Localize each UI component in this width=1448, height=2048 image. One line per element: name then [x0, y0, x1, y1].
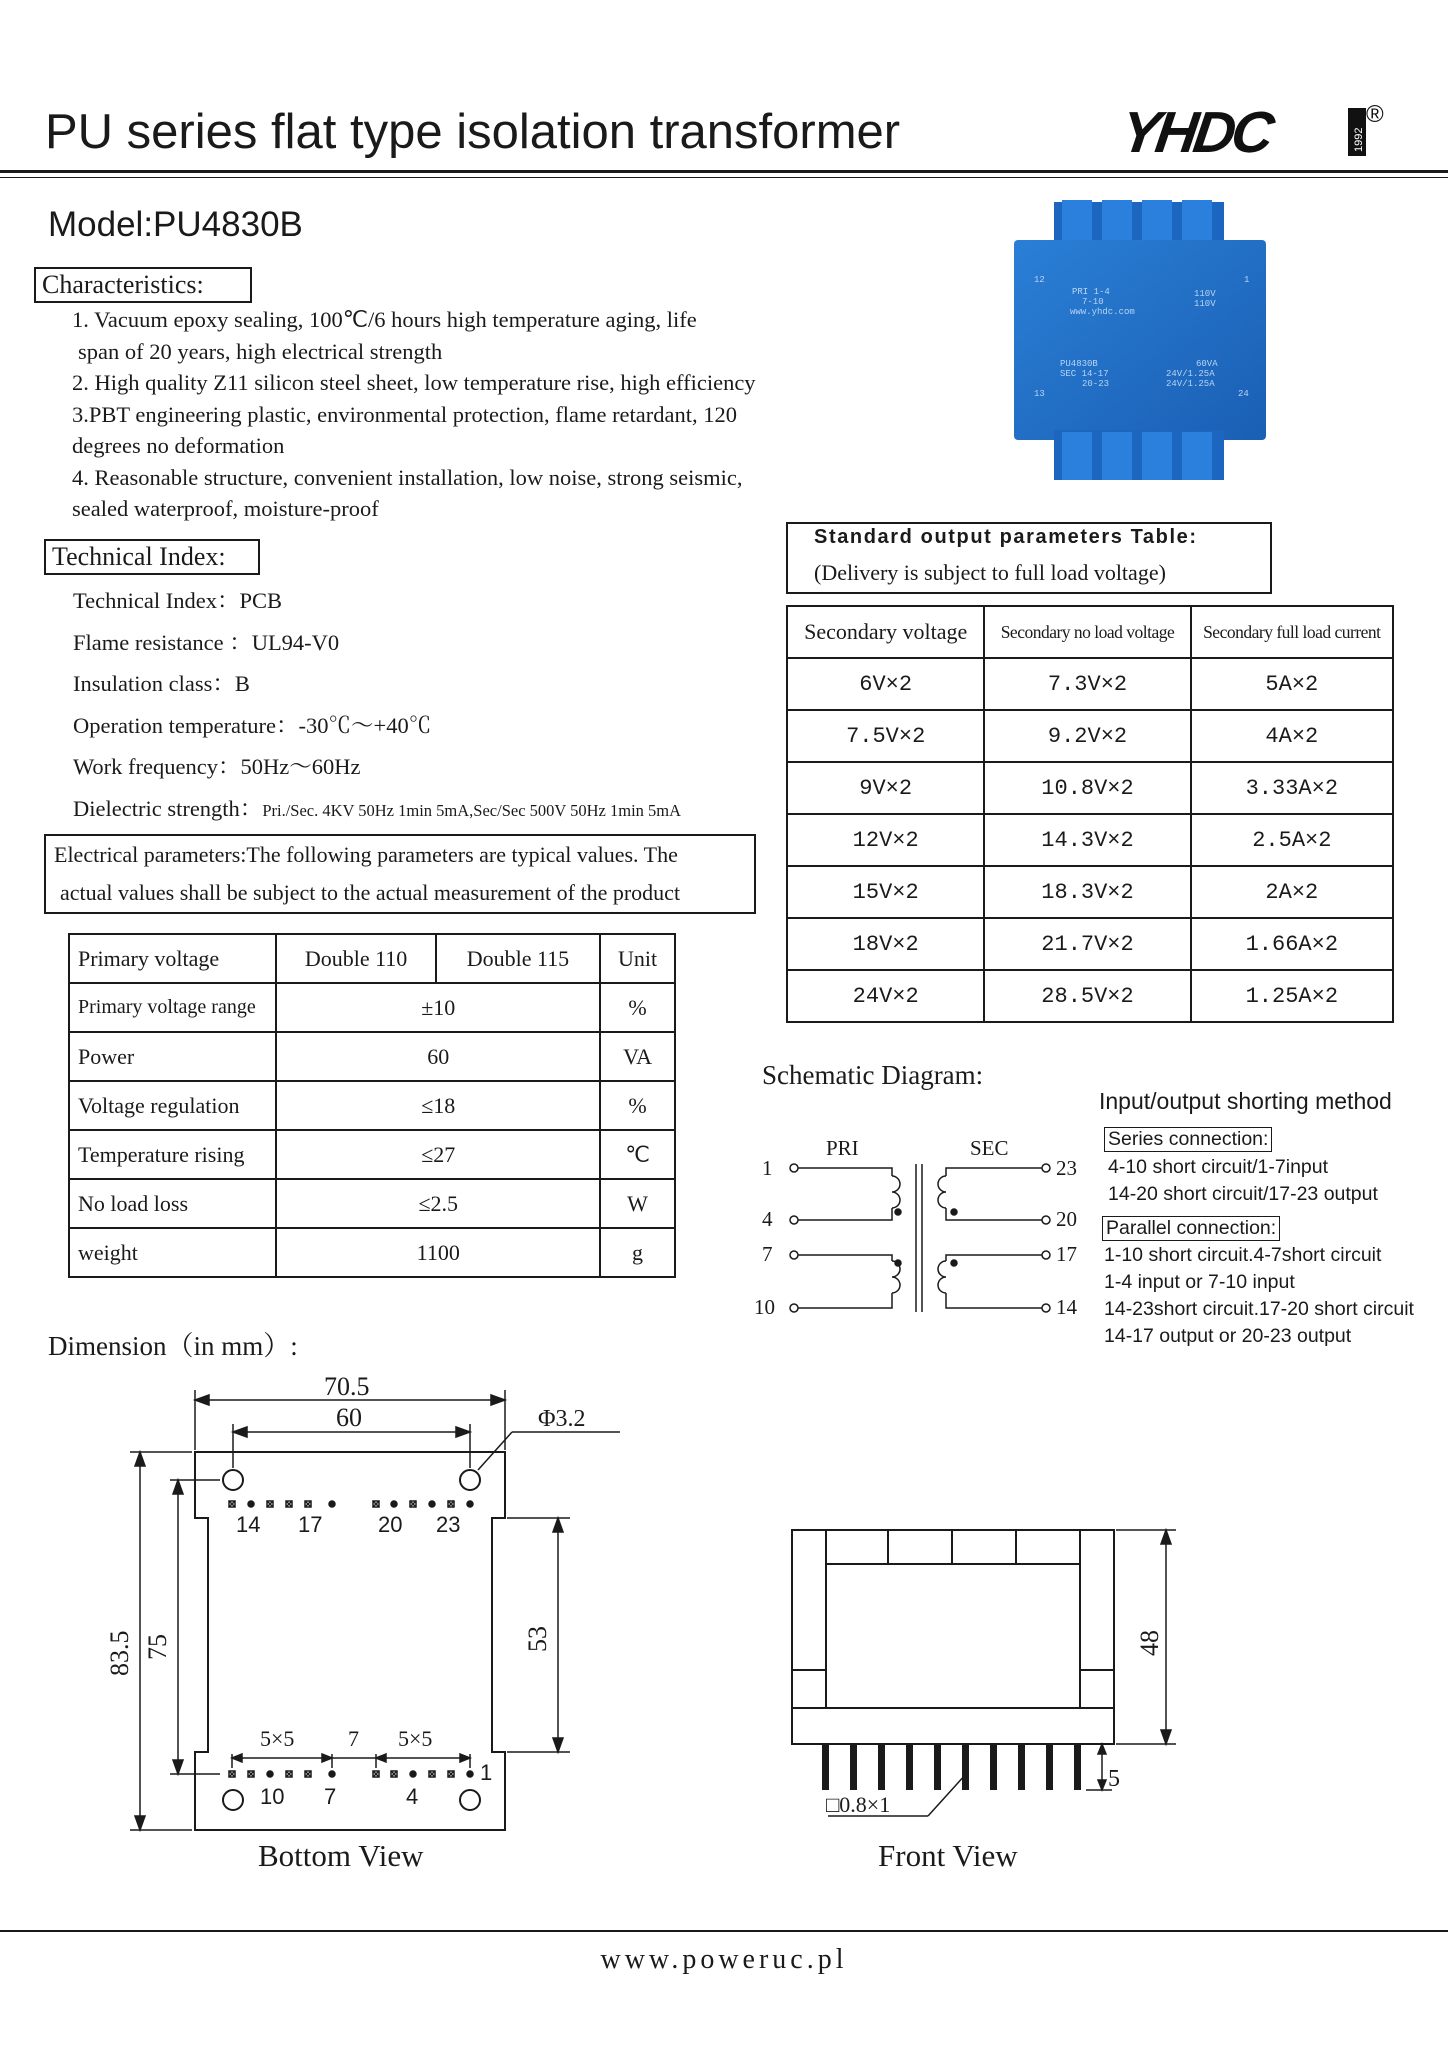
table-cell: W: [600, 1179, 675, 1228]
svg-text:60VA: 60VA: [1196, 359, 1218, 369]
characteristic-line: span of 20 years, high electrical strength: [78, 338, 443, 364]
table-cell: 1.25A×2: [1191, 970, 1393, 1022]
table-row: [69, 1130, 675, 1179]
logo-year: 1992: [1353, 127, 1365, 152]
table-cell: 60: [276, 1032, 600, 1081]
svg-text:60: 60: [336, 1403, 362, 1432]
svg-text:10: 10: [260, 1784, 285, 1809]
table-cell: 1.66A×2: [1191, 918, 1393, 970]
svg-text:1: 1: [480, 1760, 493, 1785]
svg-text:1: 1: [762, 1156, 773, 1180]
schematic-diagram: [748, 1130, 1088, 1330]
table-cell: Primary voltage range: [69, 983, 276, 1032]
table-cell: ±10: [276, 983, 600, 1032]
svg-text:14: 14: [1056, 1295, 1077, 1319]
svg-text:www.yhdc.com: www.yhdc.com: [1070, 307, 1135, 317]
svg-text:110V: 110V: [1194, 289, 1216, 299]
technical-item: Insulation class：B: [73, 671, 250, 697]
svg-text:83.5: 83.5: [105, 1630, 134, 1676]
technical-item: Operation temperature：-30℃～+40℃: [73, 712, 432, 738]
characteristic-line: 3.PBT engineering plastic, environmental protection, flame retardant, 120: [72, 401, 738, 427]
electrical-note-line: actual values shall be subject to the actual measurement of the product: [60, 880, 681, 905]
table-cell: %: [600, 1081, 675, 1130]
table-row: [69, 983, 675, 1032]
table-row: [69, 1032, 675, 1081]
svg-text:110V: 110V: [1194, 299, 1216, 309]
svg-text:7: 7: [762, 1242, 773, 1266]
svg-text:24: 24: [1238, 389, 1249, 399]
table-header-cell: Double 110: [276, 934, 435, 983]
table-cell: ≤27: [276, 1130, 600, 1179]
model-number: Model:PU4830B: [48, 205, 303, 244]
series-connection-label: Series connection:: [1104, 1127, 1272, 1152]
characteristics-heading: Characteristics:: [34, 267, 252, 303]
characteristic-line: degrees no deformation: [72, 433, 285, 458]
table-cell: g: [600, 1228, 675, 1277]
svg-text:PRI 1-4: PRI 1-4: [1072, 287, 1110, 297]
table-header-row: [69, 934, 675, 983]
table-cell: ℃: [600, 1130, 675, 1179]
svg-text:4: 4: [406, 1784, 419, 1809]
table-row: [69, 1081, 675, 1130]
table-header-cell: Secondary voltage: [787, 606, 984, 658]
table-cell: 12V×2: [787, 814, 984, 866]
electrical-note: [44, 834, 756, 914]
table-cell: 21.7V×2: [984, 918, 1190, 970]
svg-text:17: 17: [1056, 1242, 1077, 1266]
table-cell: 7.3V×2: [984, 658, 1190, 710]
table-header-cell: Unit: [600, 934, 675, 983]
schematic-heading: Schematic Diagram:: [762, 1060, 984, 1090]
table-cell: No load loss: [69, 1179, 276, 1228]
table-cell: 2.5A×2: [1191, 814, 1393, 866]
technical-item: Work frequency：50Hz～60Hz: [73, 754, 361, 780]
standard-output-title: Standard output parameters Table:: [814, 526, 1198, 548]
technical-item: Technical Index：PCB: [73, 588, 283, 613]
svg-text:48: 48: [1135, 1630, 1164, 1656]
svg-text:24V/1.25A: 24V/1.25A: [1166, 369, 1215, 379]
svg-text:PU4830B: PU4830B: [1060, 359, 1098, 369]
table-cell: 18.3V×2: [984, 866, 1190, 918]
parallel-line: 1-4 input or 7-10 input: [1104, 1271, 1295, 1293]
table-cell: weight: [69, 1228, 276, 1277]
table-cell: Temperature rising: [69, 1130, 276, 1179]
svg-text:SEC 14-17: SEC 14-17: [1060, 369, 1109, 379]
parallel-line: 14-17 output or 20-23 output: [1104, 1325, 1352, 1347]
table-header-cell: Secondary full load current: [1191, 606, 1393, 658]
table-cell: 5A×2: [1191, 658, 1393, 710]
table-row: [787, 970, 1393, 1022]
svg-text:20: 20: [378, 1512, 403, 1537]
product-image: [1010, 200, 1270, 482]
shorting-heading: Input/output shorting method: [1099, 1088, 1392, 1114]
svg-text:1: 1: [1244, 275, 1250, 285]
svg-text:5×5: 5×5: [398, 1726, 433, 1751]
table-cell: 14.3V×2: [984, 814, 1190, 866]
technical-item: Flame resistance ：UL94-V0: [73, 629, 340, 655]
standard-output-subtitle: (Delivery is subject to full load voltage): [814, 560, 1166, 585]
table-row: [69, 1179, 675, 1228]
svg-text:□0.8×1: □0.8×1: [826, 1792, 891, 1817]
svg-text:20-23: 20-23: [1082, 379, 1110, 389]
table-cell: 15V×2: [787, 866, 984, 918]
svg-text:14: 14: [236, 1512, 261, 1537]
dielectric-label: Dielectric strength：: [73, 795, 263, 821]
svg-text:4: 4: [762, 1207, 773, 1231]
parallel-connection-label: Parallel connection:: [1102, 1216, 1280, 1241]
table-header-cell: Secondary no load voltage: [984, 606, 1190, 658]
dimension-heading: Dimension（in mm）:: [48, 1331, 298, 1361]
parallel-line: 1-10 short circuit.4-7short circuit: [1104, 1244, 1382, 1266]
series-line: 14-20 short circuit/17-23 output: [1108, 1183, 1378, 1205]
series-connection-lines: [1108, 1154, 1378, 1208]
footer-rule: [0, 1930, 1448, 1932]
table-cell: 10.8V×2: [984, 762, 1190, 814]
primary-table: [68, 933, 676, 1278]
table-cell: ≤18: [276, 1081, 600, 1130]
svg-text:53: 53: [523, 1626, 552, 1652]
electrical-note-line: Electrical parameters:The following parameters are typical values. The: [54, 842, 678, 867]
dielectric-value: Pri./Sec. 4KV 50Hz 1min 5mA,Sec/Sec 500V 50Hz 1min 5mA: [262, 800, 682, 820]
table-cell: 1100: [276, 1228, 600, 1277]
table-cell: 18V×2: [787, 918, 984, 970]
table-row: [787, 658, 1393, 710]
footer-website: www.poweruc.pl: [600, 1944, 848, 1975]
table-cell: VA: [600, 1032, 675, 1081]
table-cell: ≤2.5: [276, 1179, 600, 1228]
characteristic-line: 1. Vacuum epoxy sealing, 100℃/6 hours high temperature aging, life: [72, 307, 697, 332]
svg-text:70.5: 70.5: [324, 1372, 370, 1401]
svg-text:75: 75: [143, 1634, 172, 1660]
table-cell: 6V×2: [787, 658, 984, 710]
parallel-line: 14-23short circuit.17-20 short circuit: [1104, 1298, 1414, 1320]
standard-output-title-box: [786, 522, 1272, 594]
svg-text:7: 7: [348, 1726, 359, 1751]
table-cell: 9V×2: [787, 762, 984, 814]
table-row: [787, 762, 1393, 814]
svg-text:5: 5: [1108, 1766, 1120, 1792]
parallel-connection-lines: [1104, 1242, 1414, 1350]
characteristic-line: 4. Reasonable structure, convenient installation, low noise, strong seismic,: [72, 464, 743, 490]
svg-text:23: 23: [1056, 1156, 1077, 1180]
page-title: PU series flat type isolation transformer: [45, 105, 901, 159]
svg-text:24V/1.25A: 24V/1.25A: [1166, 379, 1215, 389]
characteristic-line: 2. High quality Z11 silicon steel sheet, low temperature rise, high efficiency: [72, 370, 756, 395]
characteristic-line: sealed waterproof, moisture-proof: [72, 496, 379, 521]
brand-logo: [1126, 100, 1396, 160]
table-cell: 4A×2: [1191, 710, 1393, 762]
pri-label: PRI: [826, 1136, 859, 1160]
table-cell: %: [600, 983, 675, 1032]
standard-output-table: [786, 605, 1394, 1023]
svg-text:10: 10: [754, 1295, 775, 1319]
svg-text:7-10: 7-10: [1082, 297, 1104, 307]
bottom-view-caption: Bottom View: [258, 1838, 424, 1873]
table-cell: 28.5V×2: [984, 970, 1190, 1022]
table-cell: 9.2V×2: [984, 710, 1190, 762]
table-cell: 24V×2: [787, 970, 984, 1022]
svg-text:23: 23: [436, 1512, 461, 1537]
table-row: [787, 710, 1393, 762]
svg-text:20: 20: [1056, 1207, 1077, 1231]
header-rule-thin: [0, 177, 1448, 178]
table-header-row: [787, 606, 1393, 658]
front-view-drawing: [780, 1510, 1200, 1830]
dielectric-strength: [73, 788, 773, 832]
table-row: [787, 814, 1393, 866]
table-cell: 3.33A×2: [1191, 762, 1393, 814]
svg-text:YHDC: YHDC: [1126, 100, 1275, 160]
technical-index-list: [73, 580, 773, 832]
table-row: [787, 918, 1393, 970]
series-line: 4-10 short circuit/1-7input: [1108, 1156, 1329, 1178]
svg-text:17: 17: [298, 1512, 323, 1537]
svg-text:7: 7: [324, 1784, 337, 1809]
table-header-cell: Double 115: [436, 934, 600, 983]
svg-text:5×5: 5×5: [260, 1726, 295, 1751]
table-header-cell: Primary voltage: [69, 934, 276, 983]
svg-text:12: 12: [1034, 275, 1045, 285]
sec-label: SEC: [970, 1136, 1009, 1160]
svg-text:13: 13: [1034, 389, 1045, 399]
table-cell: Power: [69, 1032, 276, 1081]
front-view-caption: Front View: [878, 1838, 1018, 1873]
table-row: [787, 866, 1393, 918]
technical-index-heading: Technical Index:: [44, 539, 260, 575]
table-cell: Voltage regulation: [69, 1081, 276, 1130]
registered-mark: ®: [1366, 101, 1384, 128]
svg-text:Φ3.2: Φ3.2: [538, 1406, 586, 1432]
characteristics-list: [72, 304, 842, 525]
table-row: [69, 1228, 675, 1277]
table-cell: 7.5V×2: [787, 710, 984, 762]
table-cell: 2A×2: [1191, 866, 1393, 918]
bottom-view-drawing: [100, 1370, 660, 1850]
header-rule: [0, 170, 1448, 173]
